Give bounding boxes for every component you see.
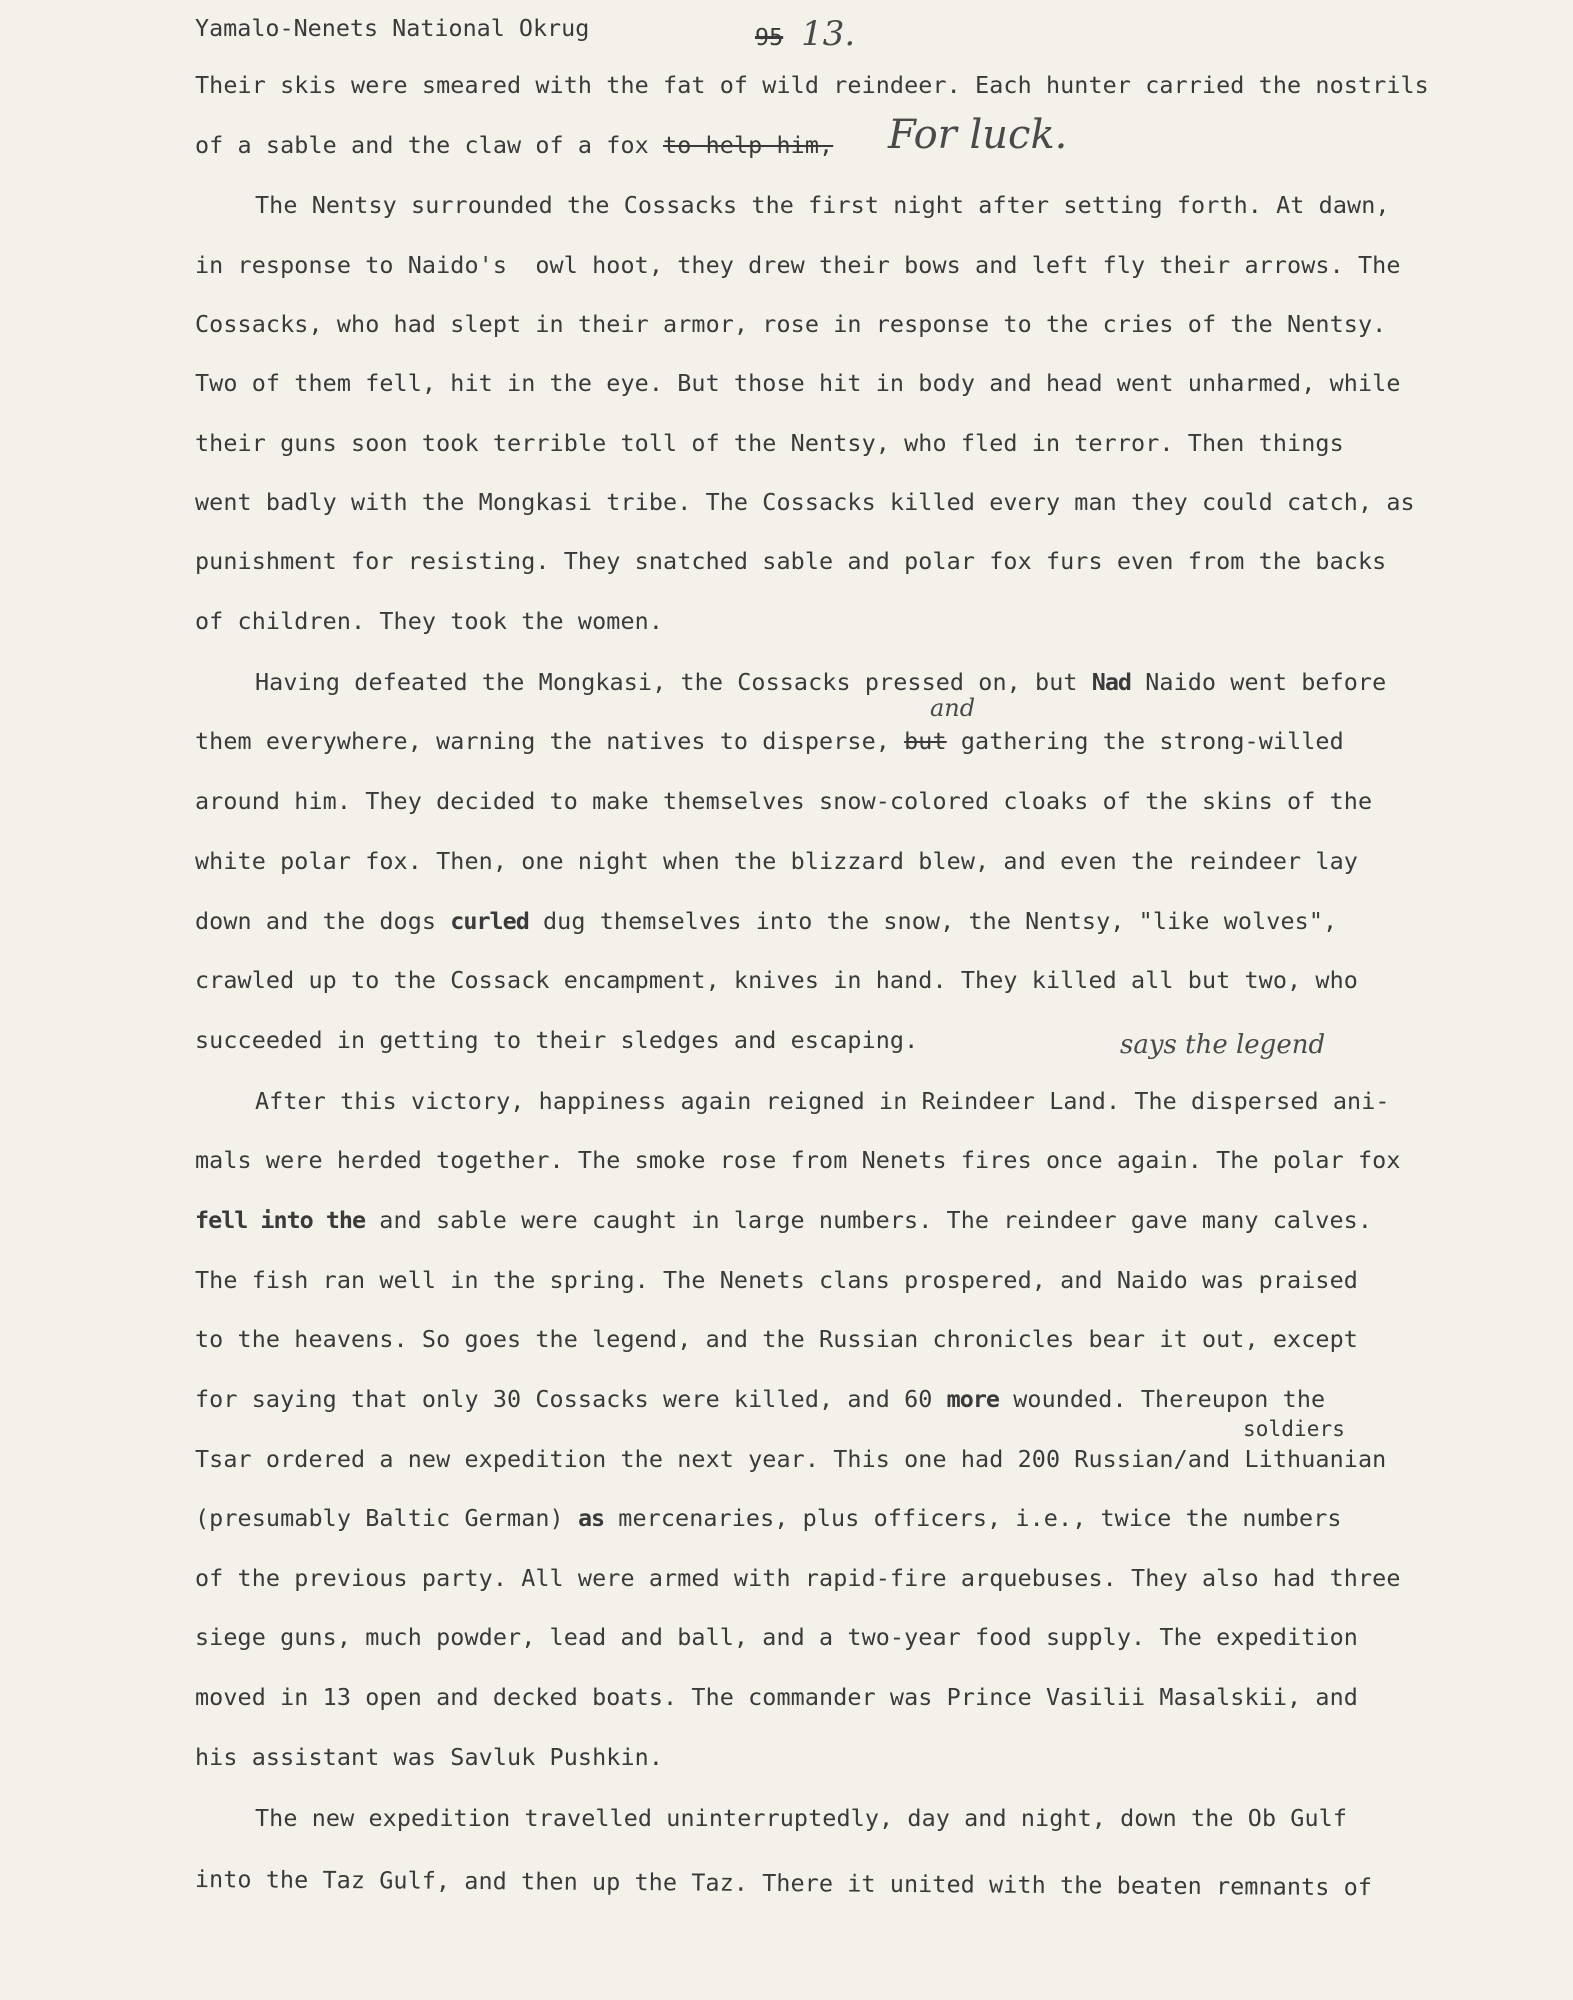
text-line: Tsar ordered a new expedition the next year. This one had 200 Russian/and Lithuanian	[195, 1445, 1387, 1473]
header-title: Yamalo-Nenets National Okrug	[195, 14, 590, 42]
text-segment: for saying that only 30 Cossacks were killed, and 60	[195, 1385, 947, 1413]
text-line	[195, 1205, 1372, 1235]
text-segment: . The dispersed ani-	[1105, 1087, 1390, 1115]
text-line	[255, 667, 1386, 697]
text-line	[195, 1384, 1325, 1414]
text-segment: down and the dogs	[195, 907, 451, 935]
text-line: into the Taz Gulf, and then up the Taz. There it united with the beaten remnants of	[194, 1865, 1373, 1902]
text-line: his assistant was Savluk Pushkin.	[195, 1743, 664, 1771]
handwritten-for-luck: For luck.	[888, 112, 1068, 158]
handwritten-page-number: 13.	[801, 14, 856, 54]
text-line: their guns soon took terrible toll of the Nentsy, who fled in terror. Then things	[195, 429, 1344, 457]
text-line: around him. They decided to make themselves snow-colored cloaks of the skins of the	[195, 787, 1373, 815]
text-line: to the heavens. So goes the legend, and the Russian chronicles bear it out, except	[195, 1325, 1358, 1353]
text-line: The new expedition travelled uninterruptedly, day and night, down the Ob Gulf	[255, 1804, 1348, 1832]
text-line: moved in 13 open and decked boats. The commander was Prince Vasilii Masalskii, and	[195, 1683, 1358, 1711]
inserted-soldiers: soldiers	[1243, 1417, 1345, 1441]
text-segment: them everywhere, warning the natives to disperse,	[195, 727, 905, 755]
text-segment: Naido went before	[1131, 668, 1387, 696]
typed-over-text: more	[946, 1385, 1000, 1413]
text-line: of children. They took the women.	[195, 607, 664, 635]
text-line: in response to Naido's owl hoot, they drew their bows and left fly their arrows. The	[195, 251, 1401, 279]
text-line	[195, 1503, 1342, 1533]
text-segment: of a sable and the claw of a fox	[195, 131, 664, 159]
struck-text: to help him,	[663, 131, 834, 159]
text-line: crawled up to the Cossack encampment, knives in hand. They killed all but two, who	[195, 966, 1358, 994]
text-line: The Nentsy surrounded the Cossacks the first night after setting forth. At dawn,	[255, 191, 1390, 219]
text-segment: (presumably Baltic German)	[195, 1504, 578, 1532]
typed-over-text: curled	[450, 907, 529, 935]
text-line: Two of them fell, hit in the eye. But those hit in body and head went unharmed, while	[195, 369, 1401, 397]
typed-over-text: Nad	[1091, 668, 1132, 696]
struck-text: but	[904, 727, 947, 755]
text-segment: Having defeated the Mongkasi, the Cossacks pressed on, but	[255, 668, 1092, 696]
text-line: Cossacks, who had slept in their armor, rose in response to the cries of the Nentsy.	[195, 310, 1387, 338]
text-segment: and sable were caught in large numbers. The reindeer gave many calves.	[365, 1206, 1373, 1234]
text-segment: After this victory, happiness again reigned in Reindeer Land	[255, 1087, 1106, 1115]
text-line	[195, 906, 1337, 936]
text-line: succeeded in getting to their sledges and escaping.	[195, 1026, 919, 1054]
typed-over-text: as	[577, 1504, 605, 1532]
text-line	[195, 130, 833, 160]
text-line: white polar fox. Then, one night when the blizzard blew, and even the reindeer lay	[195, 847, 1358, 875]
handwritten-says-the-legend: says the legend	[1120, 1030, 1326, 1060]
text-segment: dug themselves into the snow, the Nentsy, "like wolves",	[528, 907, 1338, 935]
text-segment: gathering the strong-willed	[946, 727, 1344, 755]
header-page-number	[755, 14, 855, 54]
text-line	[195, 726, 1344, 756]
text-line: mals were herded together. The smoke rose from Nenets fires once again. The polar fox	[195, 1146, 1401, 1174]
text-line: siege guns, much powder, lead and ball, and a two-year food supply. The expedition	[195, 1623, 1358, 1651]
old-page-number: 95	[755, 23, 784, 51]
text-line	[255, 1086, 1390, 1116]
text-line: punishment for resisting. They snatched sable and polar fox furs even from the backs	[195, 547, 1387, 575]
text-line: Their skis were smeared with the fat of wild reindeer. Each hunter carried the nostrils	[195, 71, 1429, 99]
handwritten-and: and	[930, 694, 976, 722]
text-line: The fish ran well in the spring. The Nenets clans prospered, and Naido was praised	[195, 1266, 1358, 1294]
text-segment: mercenaries, plus officers, i.e., twice the numbers	[604, 1504, 1342, 1532]
text-line: went badly with the Mongkasi tribe. The Cossacks killed every man they could catch, as	[195, 488, 1415, 516]
typed-over-text: fell into the	[195, 1206, 366, 1234]
text-line: of the previous party. All were armed with rapid-fire arquebuses. They also had three	[195, 1564, 1401, 1592]
text-segment: wounded. Thereupon the	[999, 1385, 1326, 1413]
